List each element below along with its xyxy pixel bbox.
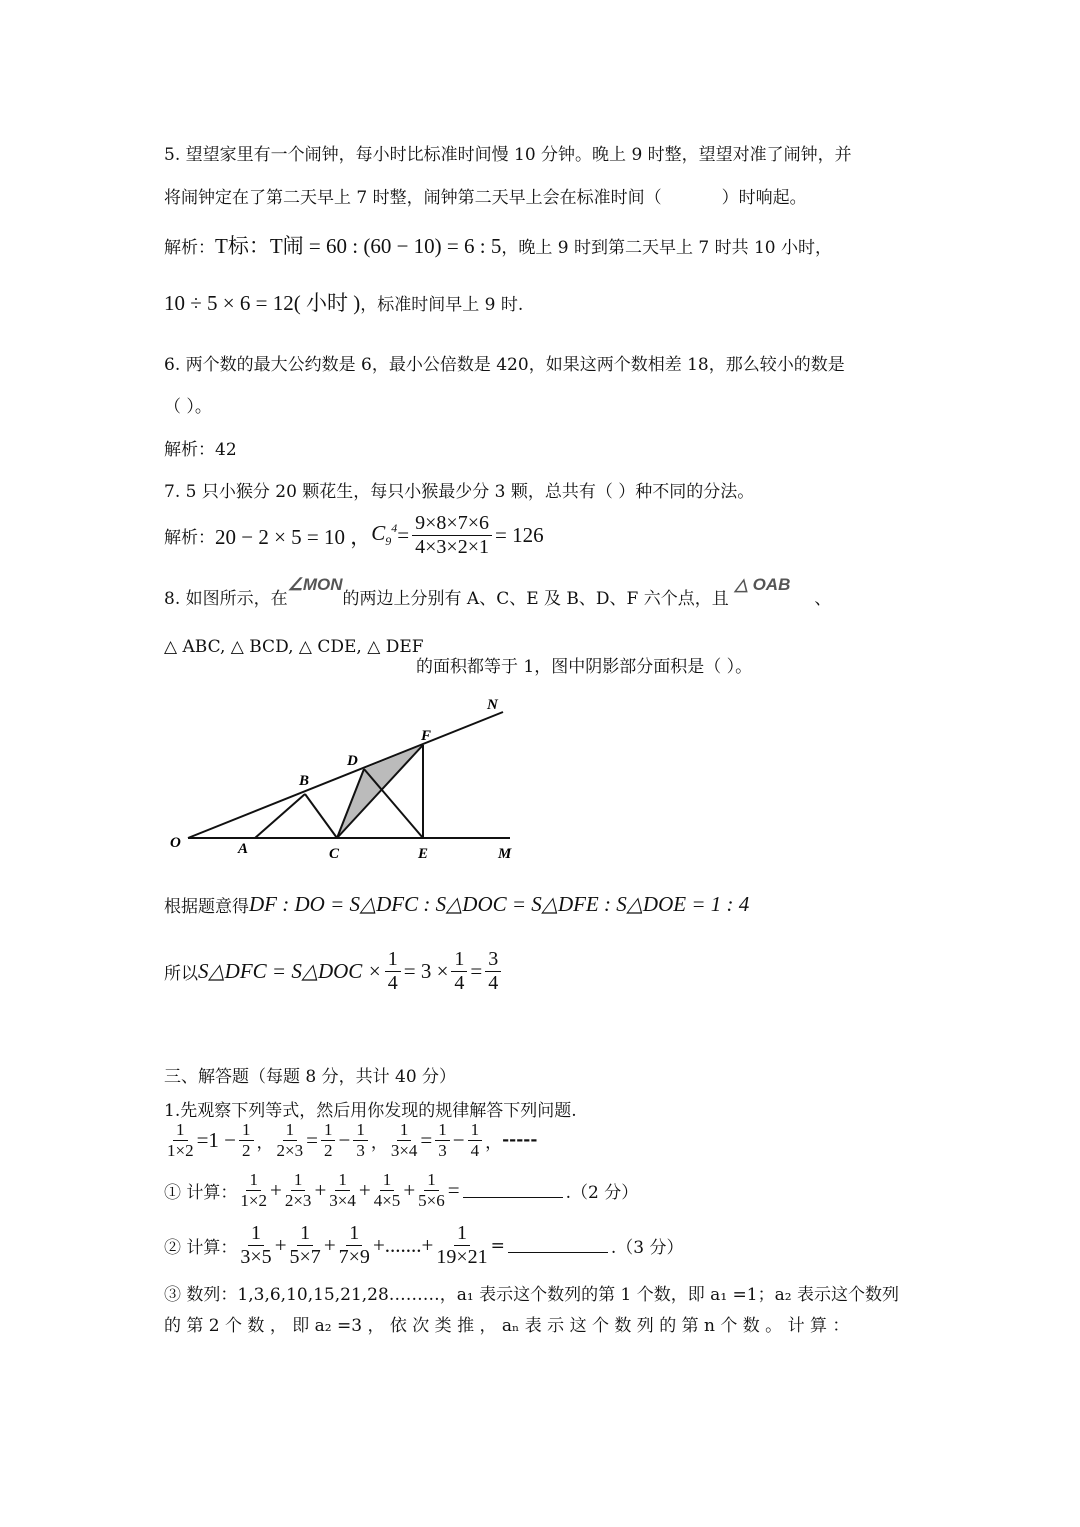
numerator: 1 — [297, 1222, 313, 1246]
ratio-formula: T标：T闹 = 60 : (60 − 10) = 6 : 5 — [215, 234, 502, 258]
denominator: 4 — [387, 972, 398, 994]
answer-blank[interactable] — [508, 1238, 608, 1253]
q5-text-end: ）时响起。 — [721, 188, 807, 208]
denominator: 1×2 — [240, 1190, 267, 1210]
numerator: 1 — [321, 1120, 336, 1141]
fraction — [239, 1120, 254, 1160]
numerator: 1 — [468, 1120, 483, 1141]
part-2 — [164, 1222, 684, 1269]
numerator: 1 — [173, 1120, 188, 1141]
denominator: 2×3 — [276, 1140, 304, 1160]
denominator: 19×21 — [436, 1246, 488, 1268]
numerator: 1 — [291, 1170, 306, 1191]
points: .（2 分） — [565, 1182, 639, 1203]
fraction — [167, 1120, 194, 1160]
denominator: 1×2 — [167, 1140, 194, 1160]
part-1 — [164, 1170, 638, 1210]
denominator: 7×9 — [338, 1246, 370, 1268]
denominator: 3×4 — [390, 1140, 418, 1160]
c-sub: 9 — [385, 534, 392, 549]
fraction — [290, 1222, 321, 1269]
section-3-title: 三、解答题（每题 8 分，共计 40 分） — [164, 1067, 457, 1087]
numerator: 1 — [385, 948, 401, 972]
denominator: 4 — [488, 972, 499, 994]
fraction — [240, 1170, 267, 1210]
numerator: 1 — [380, 1170, 395, 1191]
solution-text: ，标准时间早上 9 时. — [360, 294, 524, 315]
q8-text: 的两边上分别有 A、C、E 及 B、D、F 六个点，且 — [342, 589, 729, 609]
fraction — [277, 1120, 304, 1160]
fraction — [391, 1120, 418, 1160]
numerator: 1 — [239, 1120, 254, 1141]
fraction — [436, 1222, 487, 1269]
part-3-line2: 的 第 2 个 数 ， 即 a₂ =3 ， 依 次 类 推 ， aₙ 表 示 这 个 数 列 的 第 n 个 数 。 计 算 ： — [164, 1316, 850, 1336]
solution-text: ，晚上 9 时到第二天早上 7 时共 10 小时， — [501, 237, 833, 258]
numerator: 1 — [424, 1170, 439, 1191]
numerator: 1 — [353, 1120, 368, 1141]
denominator: 4×5 — [373, 1190, 401, 1210]
plus: + — [403, 1177, 416, 1202]
fraction — [385, 948, 401, 995]
label-m: M — [498, 846, 512, 862]
q8-comma: 、 — [814, 589, 832, 609]
fraction — [285, 1170, 312, 1210]
numerator: 1 — [451, 948, 467, 972]
q7-line1: 7. 5 只小猴分 20 颗花生，每只小猴最少分 3 颗，总共有（ ）种不同的分法。 — [164, 482, 755, 502]
numerator: 1 — [246, 1170, 261, 1191]
denominator: 3×5 — [240, 1246, 272, 1268]
separator: ， — [256, 1132, 274, 1153]
label-n: N — [487, 697, 498, 713]
points: .（3 分） — [610, 1238, 684, 1258]
dots: +.......+ — [372, 1233, 434, 1257]
fraction — [329, 1170, 356, 1210]
fraction — [240, 1222, 271, 1269]
q8-solution1 — [164, 892, 749, 917]
fraction — [353, 1120, 368, 1160]
fraction — [418, 1170, 445, 1210]
denominator: 5×6 — [418, 1190, 445, 1210]
q6-line2: （ ）。 — [164, 397, 212, 417]
solution-label: 解析： — [164, 237, 215, 258]
denominator: 3×4 — [329, 1190, 356, 1210]
equals: = — [447, 1177, 460, 1202]
numerator: 1 — [397, 1120, 412, 1141]
label-e: E — [418, 846, 429, 862]
answer-blank[interactable] — [463, 1183, 563, 1198]
equals: = — [397, 523, 410, 547]
denominator: 4×3×2×1 — [415, 536, 489, 558]
denominator: 3 — [438, 1140, 447, 1160]
solution-label: 所以 — [164, 964, 198, 984]
angle-mon: ∠MON — [287, 574, 343, 594]
denominator: 3 — [356, 1140, 365, 1160]
part-label: ① 计算： — [164, 1182, 238, 1203]
triangle-oab: △ OAB — [734, 574, 791, 594]
numerator: 9×8×7×6 — [412, 512, 492, 536]
fraction — [451, 948, 467, 995]
q6-solution: 解析：42 — [164, 440, 237, 460]
q8-text: 8. 如图所示，在 — [164, 589, 288, 609]
fraction — [339, 1222, 370, 1269]
label-o: O — [170, 835, 181, 851]
equals: = — [306, 1127, 318, 1152]
subtraction-formula: 20 − 2 × 5 = 10 ， — [215, 524, 372, 549]
denominator: 5×7 — [289, 1246, 321, 1268]
numerator: 1 — [346, 1222, 362, 1246]
denominator: 2×3 — [284, 1190, 312, 1210]
times: = 3 × — [403, 959, 449, 983]
denominator: 2 — [323, 1140, 333, 1160]
denominator: 4 — [454, 972, 465, 994]
solution-label: 解析： — [164, 528, 215, 548]
q8-triangles: △ ABC, △ BCD, △ CDE, △ DEF — [164, 637, 424, 657]
q6-line1: 6. 两个数的最大公约数是 6，最小公倍数是 420，如果这两个数相差 18，那么较小的数是 — [164, 355, 845, 375]
c-sup: 4 — [391, 521, 398, 536]
sec3-q1: 1.先观察下列等式，然后用你发现的规律解答下列问题. — [164, 1101, 577, 1121]
denominator: 2 — [242, 1140, 251, 1160]
example-equations — [164, 1120, 537, 1160]
ellipsis: ----- — [502, 1130, 538, 1151]
fraction — [485, 948, 501, 995]
calc-formula: 10 ÷ 5 × 6 = 12( 小时 ) — [164, 291, 361, 315]
label-f: F — [421, 728, 432, 744]
plus: + — [358, 1177, 371, 1202]
fraction — [435, 1120, 450, 1160]
separator: ， — [370, 1132, 388, 1153]
solution-label: 根据题意得 — [164, 897, 249, 917]
equals: = — [420, 1127, 433, 1152]
denominator: 4 — [470, 1140, 480, 1160]
plus: + — [323, 1233, 336, 1257]
ratio-formula: DF : DO = S△DFC : S△DOC = S△DFE : S△DOE = 1 : 4 — [249, 892, 750, 916]
area-formula: S△DFC = S△DOC × — [198, 959, 382, 983]
fraction — [374, 1170, 401, 1210]
part-3-line1: ③ 数列：1,3,6,10,15,21,28………，a₁ 表示这个数列的第 1 个数，即 a₁ =1；a₂ 表示这个数列 — [164, 1285, 899, 1305]
separator: ， — [485, 1132, 503, 1153]
q5-line1: 5. 望望家里有一个闹钟，每小时比标准时间慢 10 分钟。晚上 9 时整，望望对准了闹钟，并 — [164, 145, 852, 165]
equals: =1 − — [196, 1127, 237, 1152]
label-c: C — [329, 846, 340, 862]
label-b: B — [299, 773, 310, 789]
c-letter: C — [371, 521, 386, 546]
numerator: 3 — [485, 948, 501, 972]
equals: = — [470, 959, 483, 983]
numerator: 1 — [435, 1120, 450, 1141]
label-a: A — [238, 841, 249, 857]
part-label: ② 计算： — [164, 1238, 238, 1258]
fraction — [468, 1120, 483, 1160]
q5-text: 将闹钟定在了第二天早上 7 时整，闹钟第二天早上会在标准时间（ — [164, 188, 662, 208]
plus: + — [314, 1177, 327, 1202]
minus: − — [452, 1127, 465, 1152]
fraction — [321, 1120, 336, 1160]
plus: + — [270, 1177, 282, 1202]
q8-line2: 的面积都等于 1，图中阴影部分面积是（ ）。 — [416, 657, 753, 677]
plus: + — [274, 1233, 287, 1257]
numerator: 1 — [248, 1222, 264, 1246]
label-d: D — [347, 753, 358, 769]
equals: = — [490, 1235, 505, 1256]
q8-solution2 — [164, 948, 504, 995]
minus: − — [338, 1127, 351, 1152]
numerator: 1 — [335, 1170, 350, 1191]
numerator: 1 — [454, 1222, 470, 1246]
result: = 126 — [494, 523, 544, 547]
numerator: 1 — [283, 1120, 298, 1141]
